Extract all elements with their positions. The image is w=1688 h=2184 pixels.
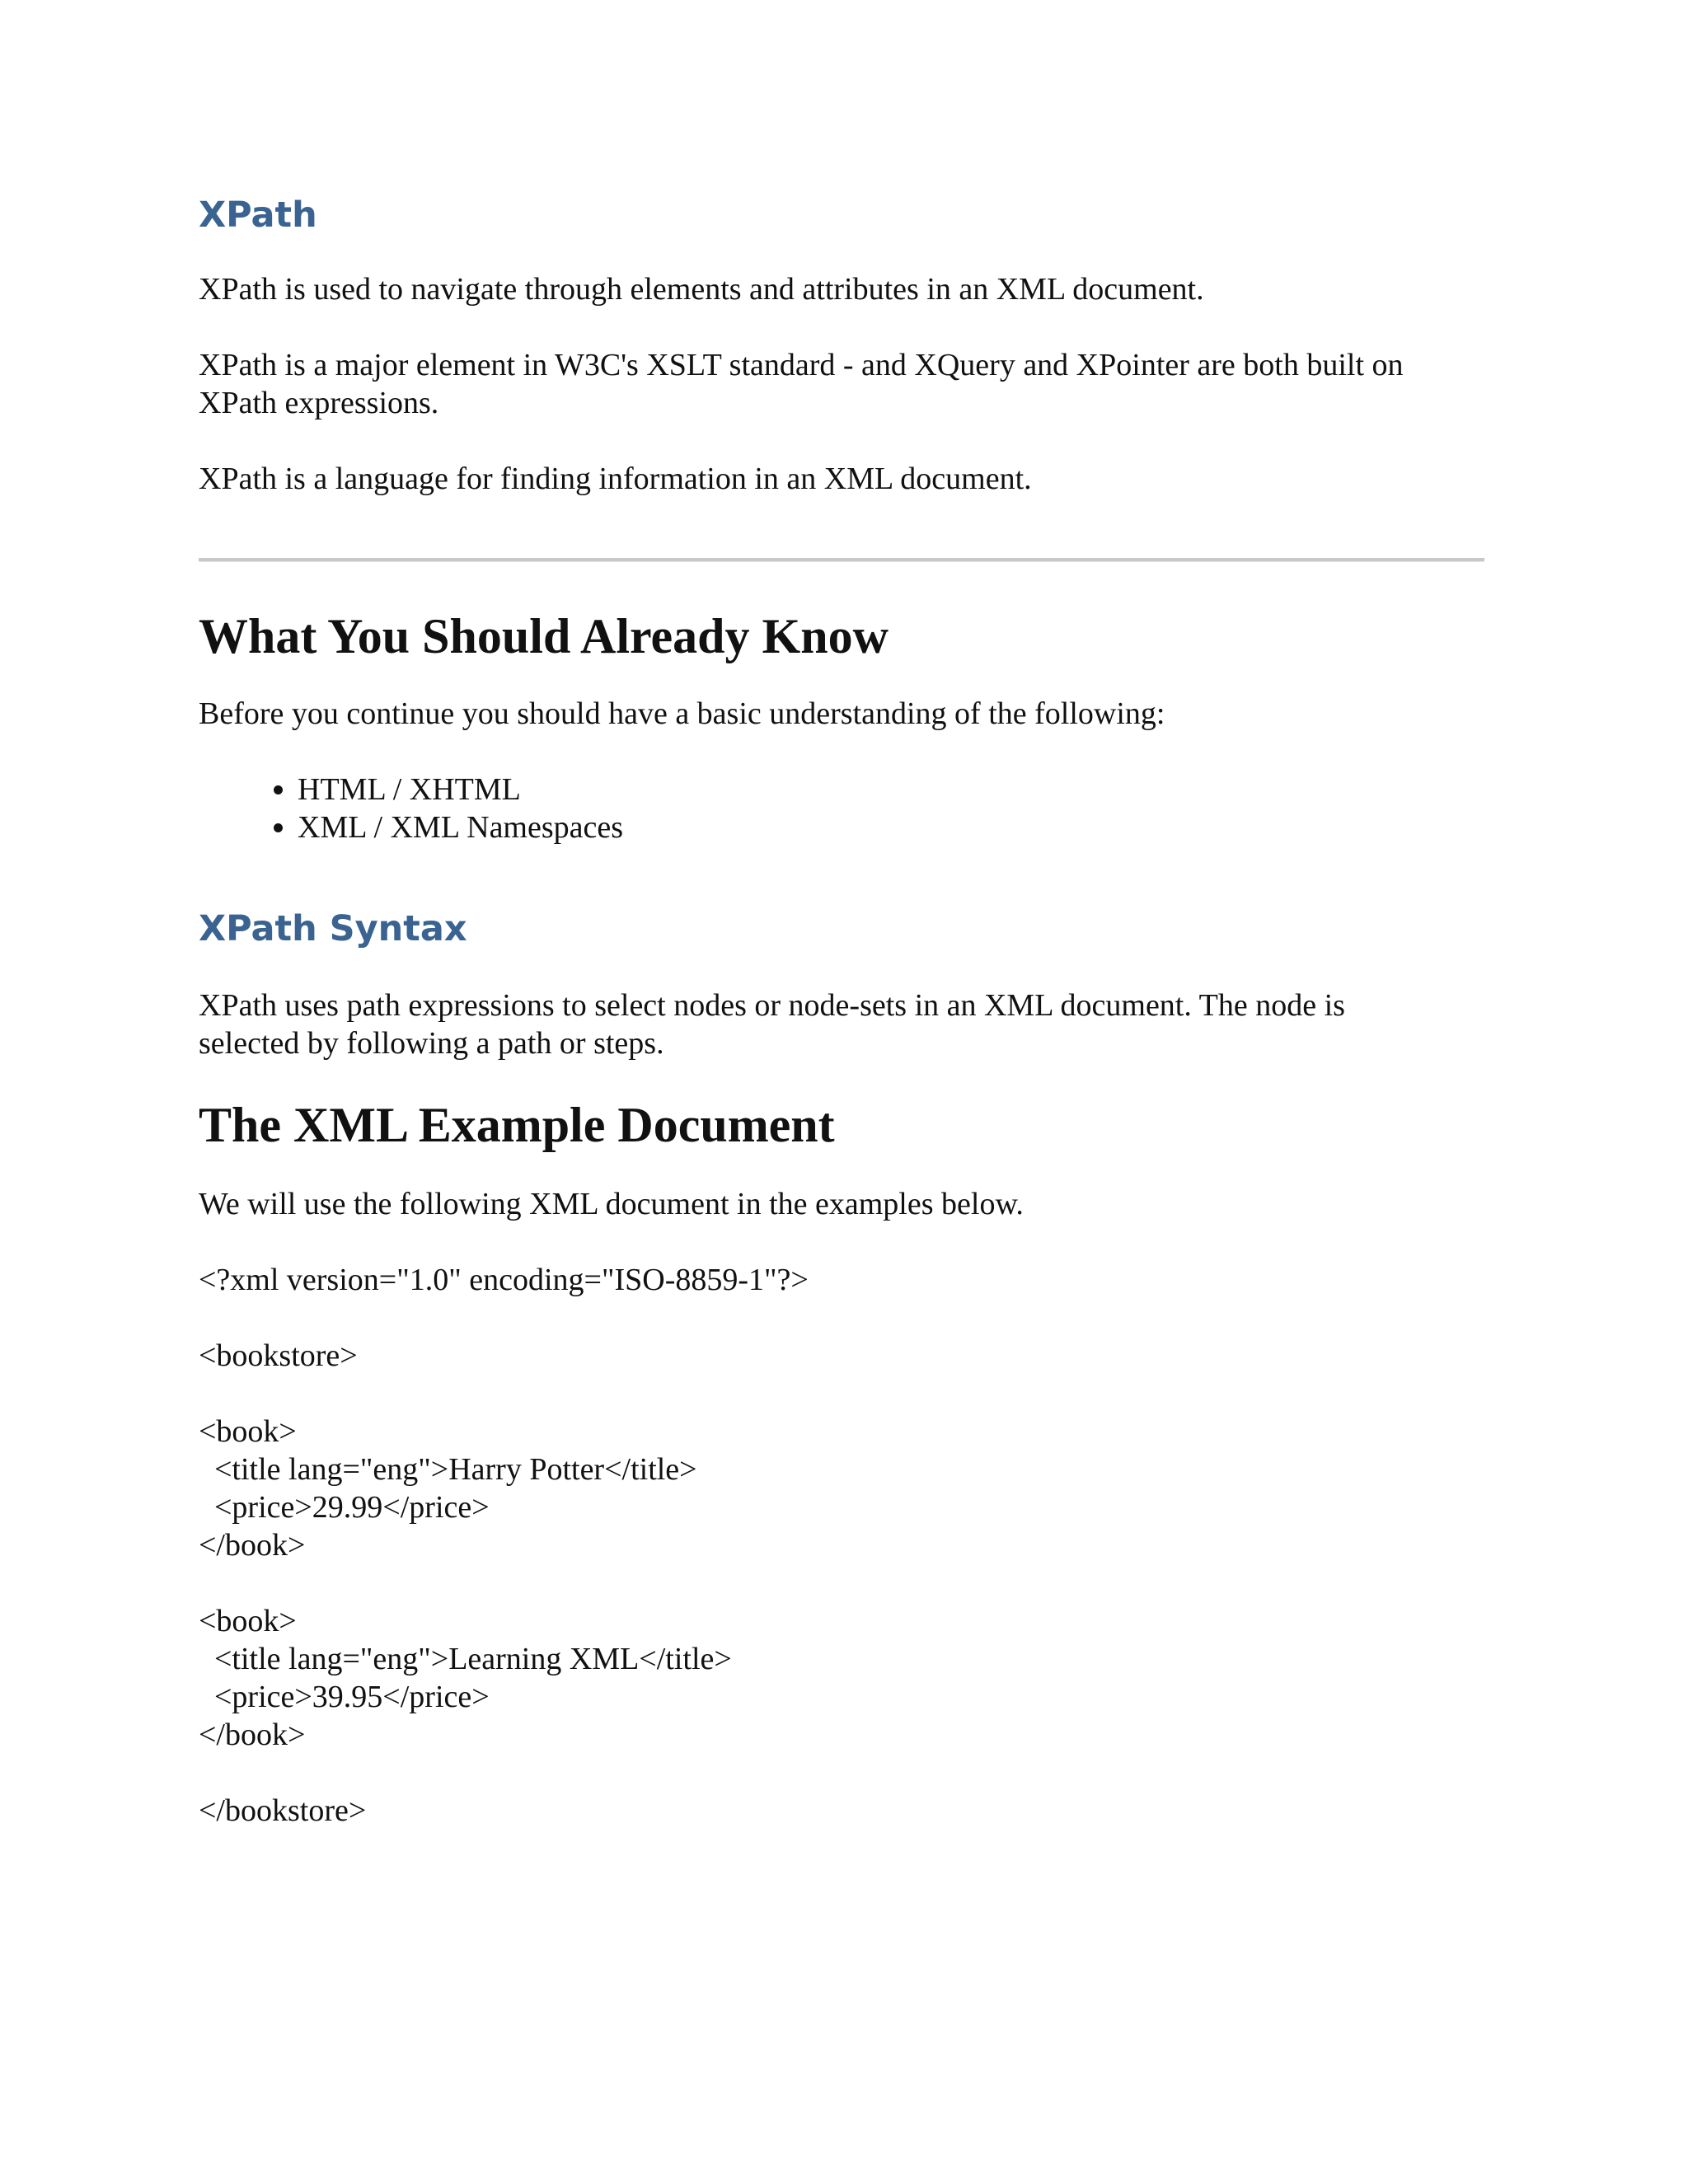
prerequisites-list <box>199 771 1484 846</box>
heading-xpath: XPath <box>199 194 317 236</box>
xml-bookstore-close: </bookstore> <box>199 1793 367 1829</box>
heading-what-you-should-know: What You Should Already Know <box>199 608 889 663</box>
paragraph-path-expressions: XPath uses path expressions to select nodes or node-sets in an XML document. The node is selected by following a path or steps. <box>199 988 1345 1062</box>
list-item: • XML / XML Namespaces <box>298 808 1484 846</box>
paragraph-xpath-major-element: XPath is a major element in W3C's XSLT standard - and XQuery and XPointer are both built on XPath expressions. <box>199 347 1404 420</box>
paragraph-before-you-continue: Before you continue you should have a basic understanding of the following: <box>199 696 1165 731</box>
xml-book-open: <book> <box>199 1414 297 1450</box>
heading-xpath-syntax: XPath Syntax <box>199 907 467 949</box>
xml-price-line: <price>39.95</price> <box>199 1680 490 1715</box>
xml-book-open: <book> <box>199 1604 297 1639</box>
paragraph-we-will-use: We will use the following XML document in the examples below. <box>199 1187 1024 1222</box>
paragraph-xpath-language: XPath is a language for finding information in an XML document. <box>199 461 1032 496</box>
xml-price-line: <price>29.99</price> <box>199 1490 490 1526</box>
xml-declaration: <?xml version="1.0" encoding="ISO-8859-1"?> <box>199 1263 809 1298</box>
paragraph-xpath-navigate: XPath is used to navigate through elements and attributes in an XML document. <box>199 271 1204 307</box>
xml-title-line: <title lang="eng">Harry Potter</title> <box>199 1452 697 1488</box>
xml-bookstore-open: <bookstore> <box>199 1338 358 1374</box>
xml-book-close: </book> <box>199 1718 306 1753</box>
document-content <box>199 194 1484 1830</box>
xml-code-block <box>199 1261 1484 1830</box>
xml-title-line: <title lang="eng">Learning XML</title> <box>199 1642 732 1677</box>
heading-xml-example-document: The XML Example Document <box>199 1098 835 1153</box>
list-item: • HTML / XHTML <box>298 771 1484 808</box>
xml-book-close: </book> <box>199 1528 306 1563</box>
